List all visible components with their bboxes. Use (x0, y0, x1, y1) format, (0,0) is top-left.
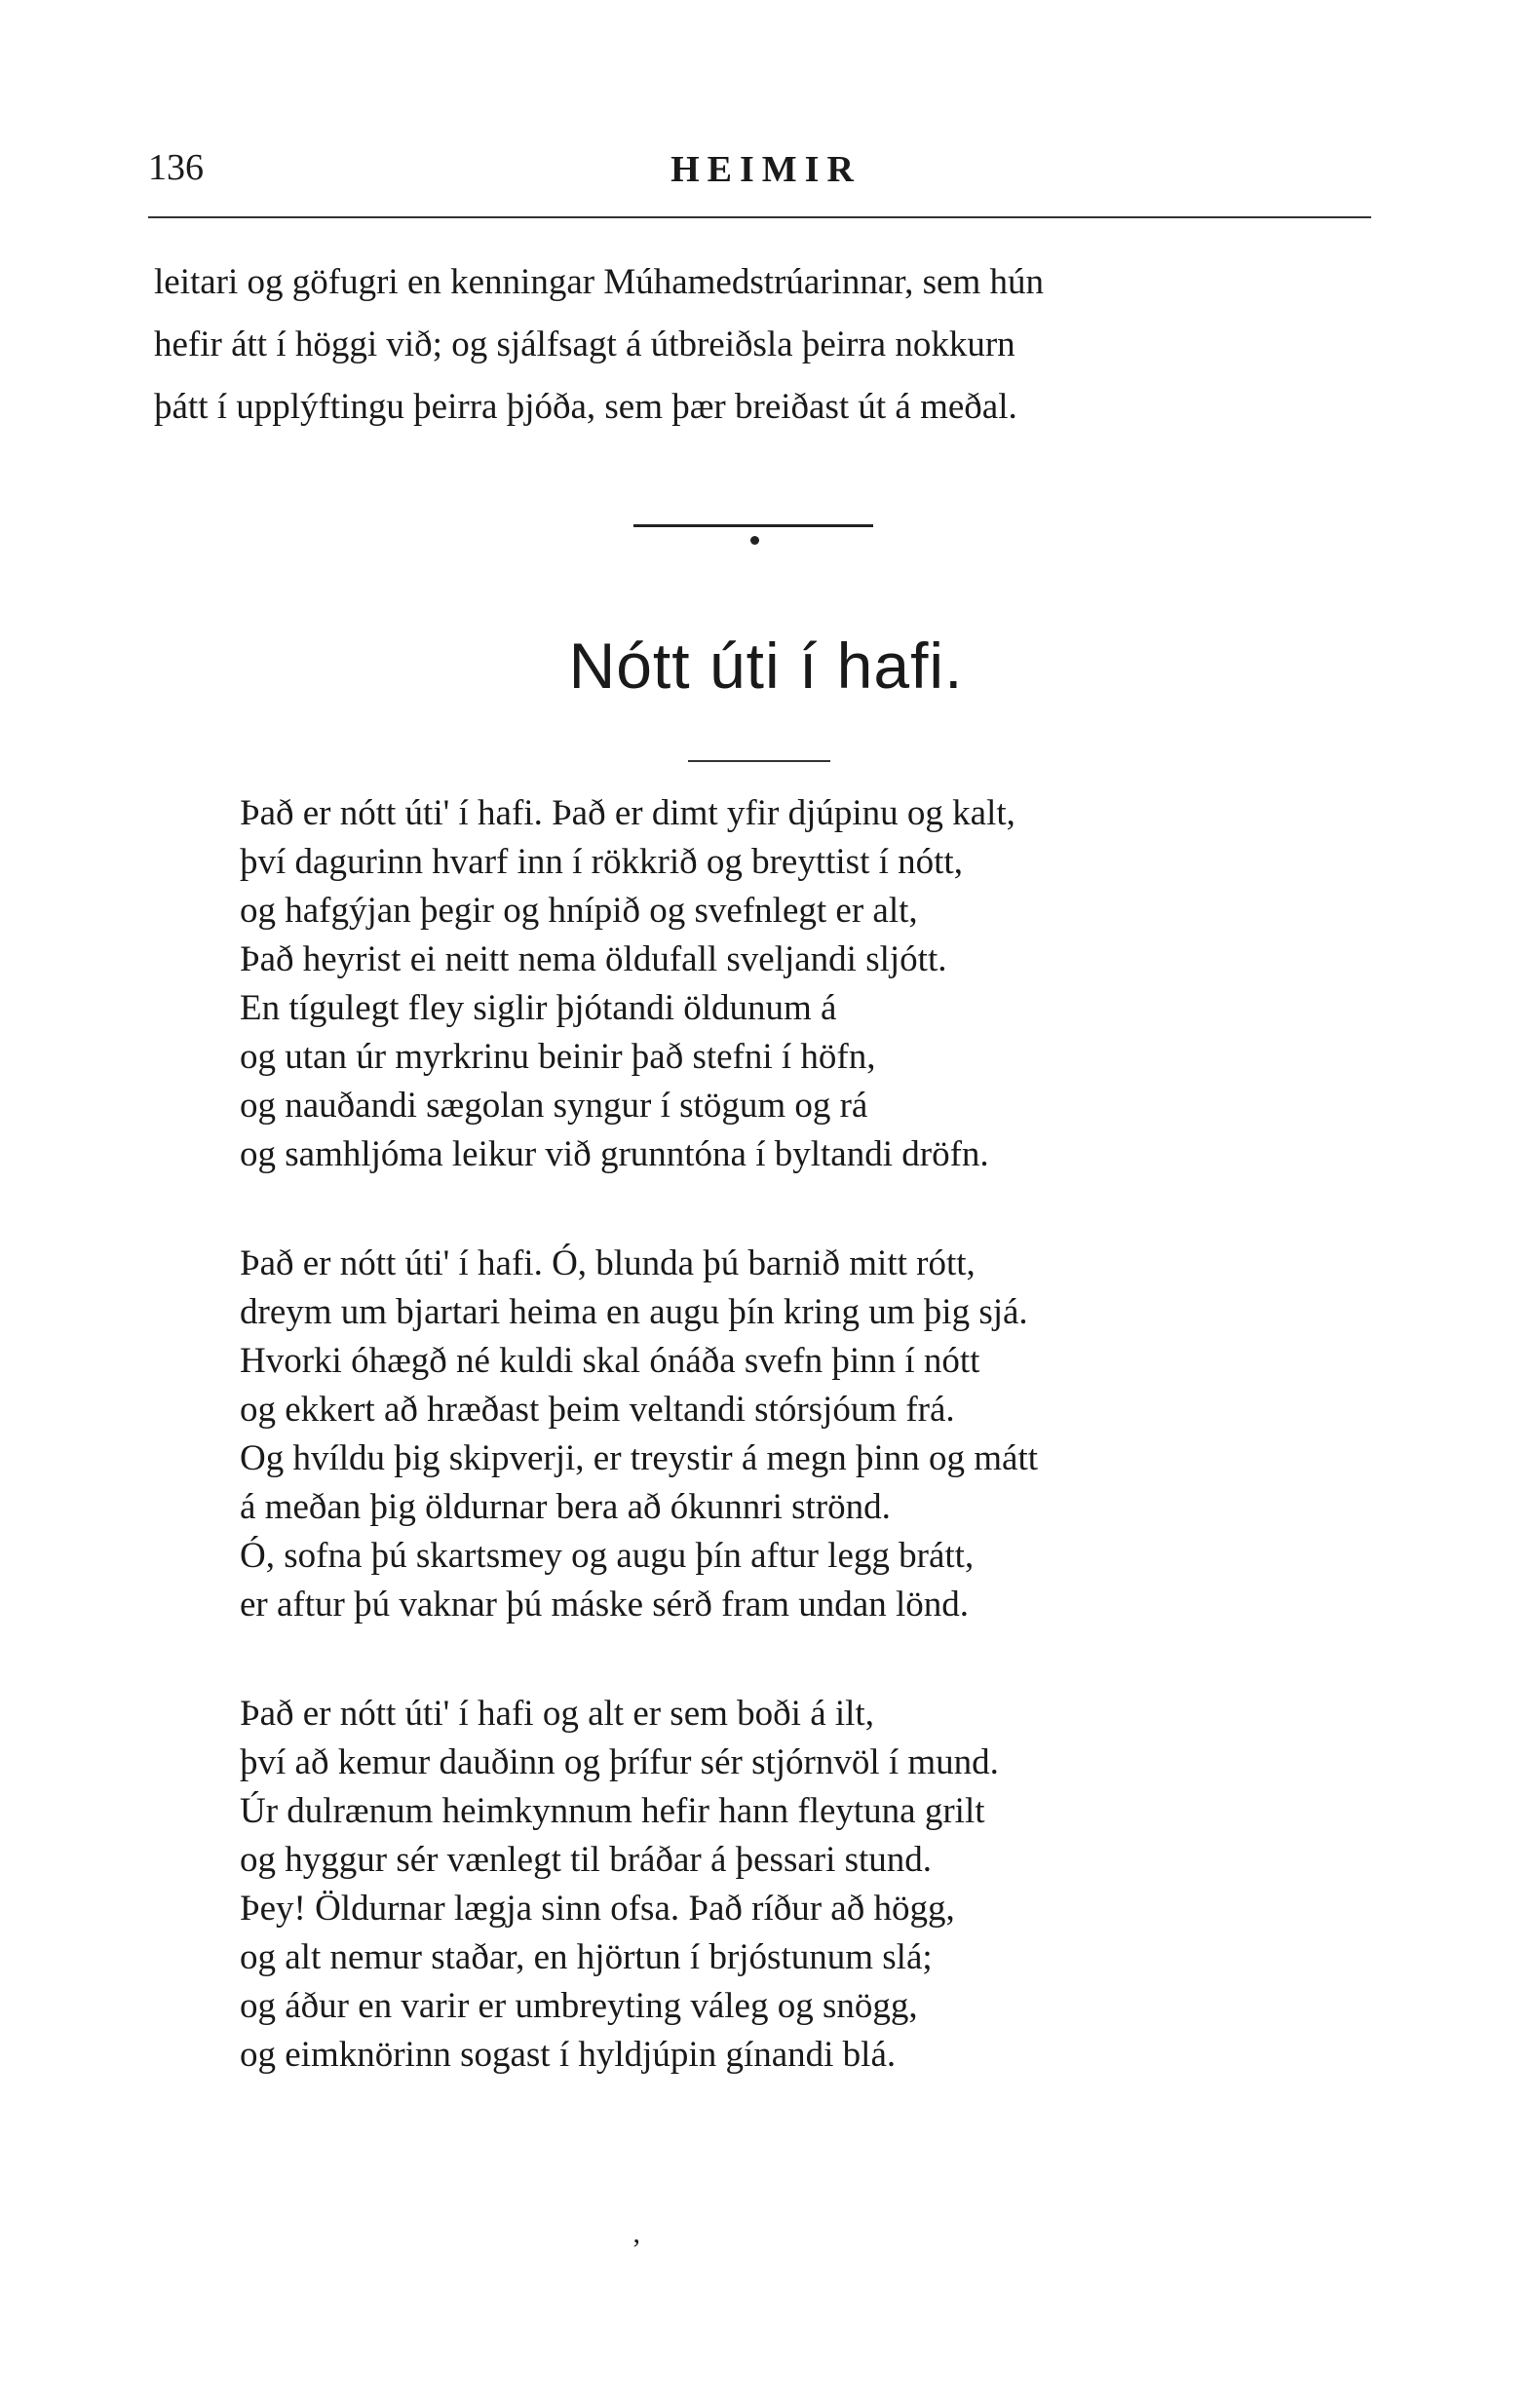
poem-line: Það er nótt úti' í hafi. Það er dimt yfir djúpinu og kalt, (240, 793, 1015, 833)
poem-line: Það er nótt úti' í hafi. Ó, blunda þú barnið mitt rótt, (240, 1243, 976, 1283)
poem-line: því dagurinn hvarf inn í rökkrið og breyttist í nótt, (240, 842, 963, 882)
poem-line: og ekkert að hræðast þeim veltandi stórsjóum frá. (240, 1390, 955, 1430)
prose-paragraph (154, 251, 1372, 439)
page-header (0, 146, 1532, 205)
page-number: 136 (148, 147, 204, 188)
poem-line: Þey! Öldurnar lægja sinn ofsa. Það ríður að högg, (240, 1889, 955, 1929)
header-rule (148, 216, 1371, 218)
poem-title: Nótt úti í hafi. (568, 630, 964, 702)
ornament-dot (750, 536, 759, 545)
poem-line: Ó, sofna þú skartsmey og augu þín aftur legg brátt, (240, 1536, 975, 1576)
poem-line: Úr dulrænum heimkynnum hefir hann fleytuna grilt (240, 1791, 985, 1831)
poem-line: og eimknörinn sogast í hyldjúpin gínandi blá. (240, 2035, 897, 2075)
ornament-bar (633, 524, 873, 527)
poem-line: því að kemur dauðinn og þrífur sér stjórnvöl í mund. (240, 1742, 999, 1782)
title-rule (688, 760, 830, 762)
poem-line: og hyggur sér vænlegt til bráðar á þessari stund. (240, 1840, 933, 1880)
stanza-3 (240, 1690, 1370, 2080)
poem-line: Hvorki óhægð né kuldi skal ónáða svefn þinn í nótt (240, 1341, 980, 1381)
prose-line: leitari og göfugri en kenningar Múhamedstrúarinnar, sem hún (154, 262, 1044, 302)
poem-line: En tígulegt fley siglir þjótandi öldunum á (240, 988, 837, 1028)
poem-line: dreym um bjartari heima en augu þín kring um þig sjá. (240, 1292, 1028, 1332)
poem-line: á meðan þig öldurnar bera að ókunnri strönd. (240, 1487, 891, 1527)
section-ornament (633, 524, 873, 554)
prose-line: þátt í upplýftingu þeirra þjóða, sem þær breiðast út á meðal. (154, 387, 1017, 427)
poem-line: er aftur þú vaknar þú máske sérð fram undan lönd. (240, 1585, 969, 1624)
running-title: HEIMIR (670, 149, 862, 190)
poem-line: og utan úr myrkrinu beinir það stefni í höfn, (240, 1037, 876, 1077)
poem-line: og nauðandi sægolan syngur í stögum og rá (240, 1086, 868, 1126)
stanza-1 (240, 789, 1370, 1179)
poem-line: og hafgýjan þegir og hnípið og svefnlegt er alt, (240, 891, 918, 931)
poem-line: Það heyrist ei neitt nema öldufall sveljandi sljótt. (240, 939, 947, 979)
stanza-2 (240, 1240, 1370, 1629)
poem-line: Og hvíldu þig skipverji, er treystir á megn þinn og mátt (240, 1438, 1039, 1478)
poem-line: og áður en varir er umbreyting váleg og snögg, (240, 1986, 918, 2026)
poem-line: og alt nemur staðar, en hjörtun í brjóstunum slá; (240, 1937, 933, 1977)
poem-line: og samhljóma leikur við grunntóna í byltandi dröfn. (240, 1134, 989, 1174)
prose-line: hefir átt í höggi við; og sjálfsagt á útbreiðsla þeirra nokkurn (154, 325, 1015, 364)
poem-line: Það er nótt úti' í hafi og alt er sem boði á ilt, (240, 1694, 874, 1734)
bottom-mark: ʼ (632, 2234, 641, 2266)
poem-body (240, 789, 1370, 2140)
